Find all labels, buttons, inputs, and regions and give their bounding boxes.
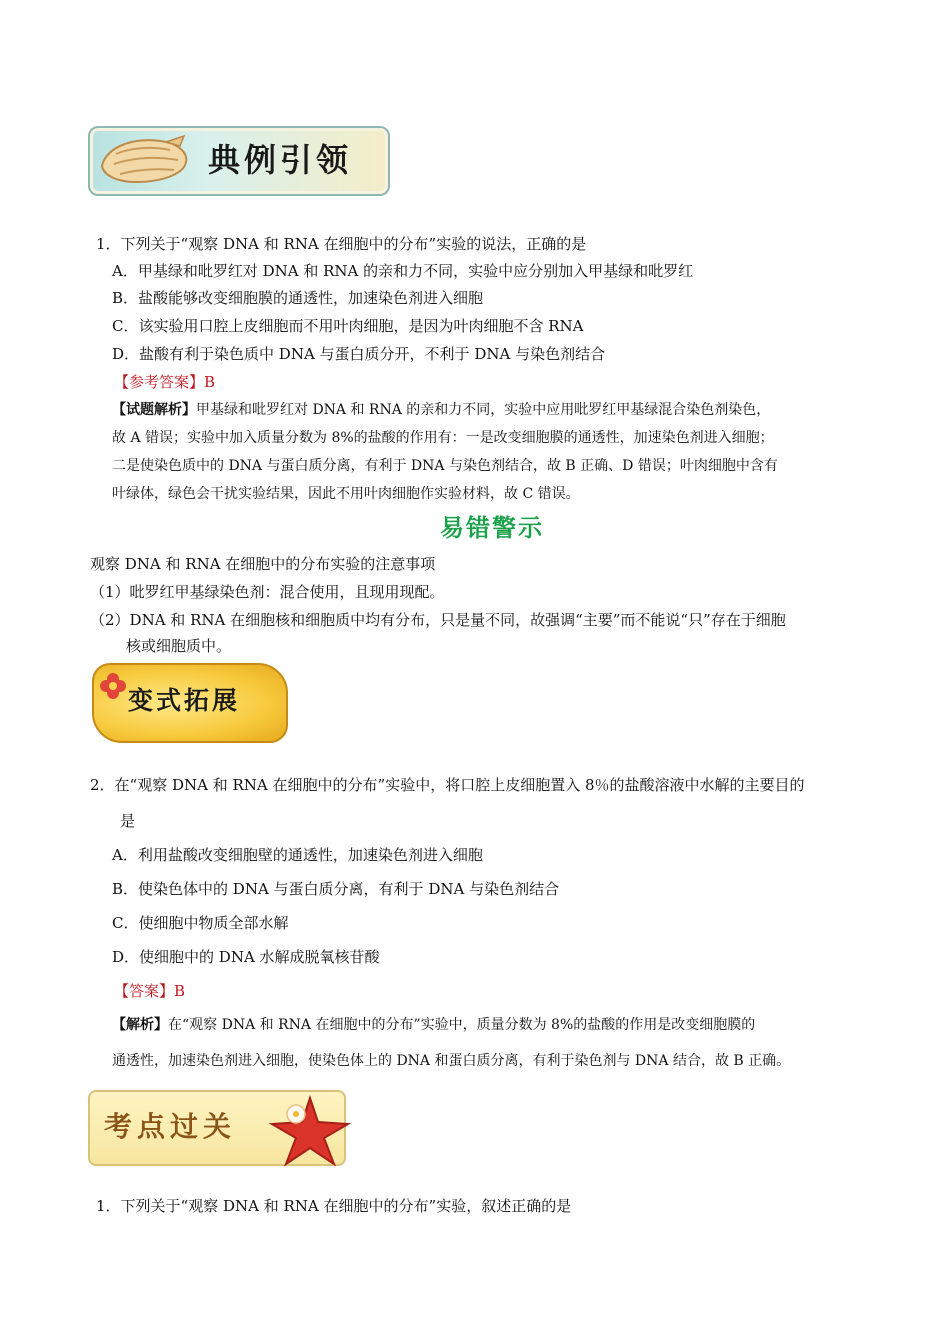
q1-analysis-line-2: 故 A 错误；实验中加入质量分数为 8%的盐酸的作用有：一是改变细胞膜的通透性，加速染色剂进入细胞； (112, 430, 774, 446)
q1-analysis-line-1 (112, 400, 770, 420)
q2-answer-label: 【答案】 (114, 982, 175, 1000)
q1-answer-label: 【参考答案】 (114, 373, 205, 391)
warning-title: 易错警示 (440, 513, 544, 542)
q2-stem-line-2: 是 (120, 812, 136, 830)
q1-option-a: A．甲基绿和吡罗红对 DNA 和 RNA 的亲和力不同，实验中应分别加入甲基绿和吡罗红 (112, 262, 694, 280)
q1-analysis-label: 【试题解析】 (112, 402, 196, 418)
banner-example (88, 126, 390, 196)
banner-variant (92, 663, 288, 743)
q1-analysis-text-1: 甲基绿和吡罗红对 DNA 和 RNA 的亲和力不同，实验中应用吡罗红甲基绿混合染色剂染色， (196, 402, 771, 418)
q2-option-c: C．使细胞中物质全部水解 (112, 914, 289, 932)
q2-option-b: B．使染色体中的 DNA 与蛋白质分离，有利于 DNA 与染色剂结合 (112, 880, 560, 898)
q1-option-d: D．盐酸有利于染色质中 DNA 与蛋白质分开，不利于 DNA 与染色剂结合 (112, 345, 606, 363)
q2-option-a: A．利用盐酸改变细胞壁的通透性，加速染色剂进入细胞 (112, 846, 483, 864)
q2-analysis-line-2: 通透性，加速染色剂进入细胞，使染色体上的 DNA 和蛋白质分离，有利于染色剂与 DNA 结合，故 B 正确。 (112, 1053, 791, 1069)
q2-analysis-line-1 (112, 1015, 755, 1035)
conch-shell-icon (96, 132, 192, 190)
q1-analysis-line-3: 二是使染色质中的 DNA 与蛋白质分离，有利于 DNA 与染色剂结合，故 B 正确、D 错误；叶肉细胞中含有 (112, 458, 778, 474)
q1-option-b: B．盐酸能够改变细胞膜的通透性，加速染色剂进入细胞 (112, 289, 484, 307)
warning-item-2-line-2: 核或细胞质中。 (126, 637, 232, 655)
warning-item-2-line-1: （2）DNA 和 RNA 在细胞核和细胞质中均有分布，只是量不同，故强调“主要”而不能说“只”存在于细胞 (90, 611, 786, 629)
starfish-icon (266, 1094, 352, 1168)
warning-intro: 观察 DNA 和 RNA 在细胞中的分布实验的注意事项 (90, 555, 436, 573)
q3-stem: 1．下列关于“观察 DNA 和 RNA 在细胞中的分布”实验，叙述正确的是 (96, 1197, 572, 1215)
q1-stem: 1．下列关于“观察 DNA 和 RNA 在细胞中的分布”实验的说法，正确的是 (96, 235, 587, 253)
q2-analysis-text-1: 在“观察 DNA 和 RNA 在细胞中的分布”实验中，质量分数为 8%的盐酸的作用是改变细胞膜的 (168, 1017, 756, 1033)
banner-checkpoint (88, 1090, 346, 1166)
q1-answer (114, 372, 215, 392)
warning-item-1: （1）吡罗红甲基绿染色剂：混合使用，且现用现配。 (90, 583, 445, 601)
q1-answer-value: B (204, 373, 216, 391)
banner-variant-title: 变式拓展 (128, 686, 241, 715)
q2-analysis-label: 【解析】 (112, 1017, 168, 1033)
flower-icon (98, 671, 128, 701)
q1-analysis-line-4: 叶绿体，绿色会干扰实验结果，因此不用叶肉细胞作实验材料，故 C 错误。 (112, 486, 580, 502)
q2-option-d: D．使细胞中的 DNA 水解成脱氧核苷酸 (112, 948, 380, 966)
banner-checkpoint-title: 考点过关 (104, 1110, 237, 1143)
q2-answer (114, 981, 185, 1001)
banner-example-title: 典例引领 (208, 141, 353, 179)
q1-option-c: C．该实验用口腔上皮细胞而不用叶肉细胞，是因为叶肉细胞不含 RNA (112, 317, 584, 335)
q2-answer-value: B (174, 982, 186, 1000)
q2-stem-line-1: 2．在“观察 DNA 和 RNA 在细胞中的分布”实验中，将口腔上皮细胞置入 8％的盐酸溶液中水解的主要目的 (90, 776, 805, 794)
